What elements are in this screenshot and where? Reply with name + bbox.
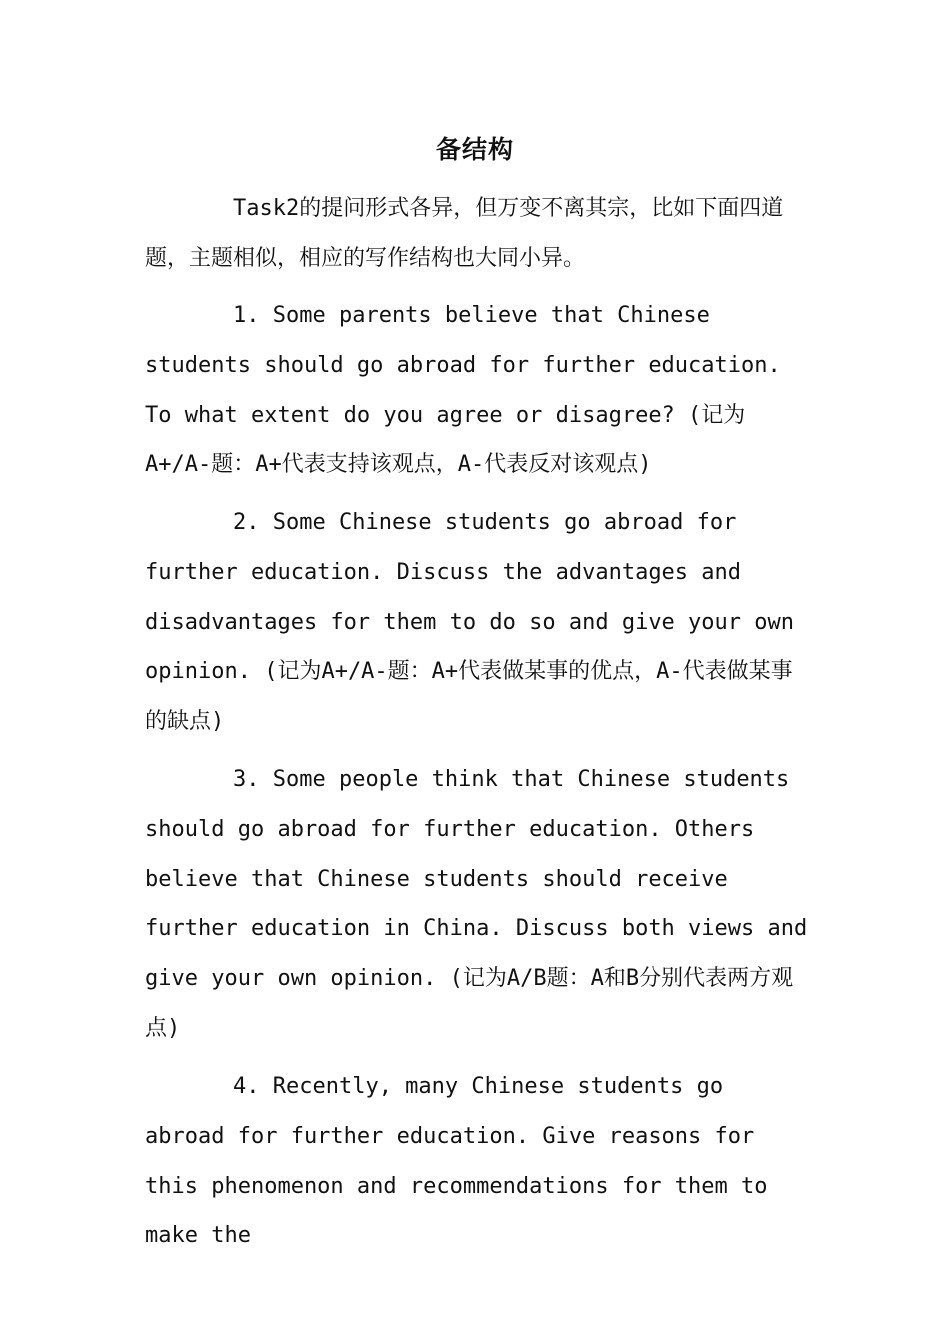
question-3-paragraph: 3. Some people think that Chinese students should go abroad for further education. Others believe that Chinese students should receive further education in China. Discuss both views and give your own opinion. (记为A/B题：A和B分别代表两方观点)	[145, 767, 821, 1041]
intro-paragraph: Task2的提问形式各异，但万变不离其宗，比如下面四道题，主题相似，相应的写作结构也大同小异。	[145, 196, 784, 271]
question-2-paragraph: 2. Some Chinese students go abroad for further education. Discuss the advantages and disadvantages for them to do so and give your own opinion. (记为A+/A-题：A+代表做某事的优点，A-代表做某事的缺点)	[145, 510, 808, 735]
question-1-paragraph: 1. Some parents believe that Chinese students should go abroad for further education. To what extent do you agree or disagree? (记为A+/A-题：A+代表支持该观点，A-代表反对该观点)	[145, 303, 795, 478]
document-title: 备结构	[435, 135, 514, 164]
question-4-paragraph: 4. Recently, many Chinese students go abroad for further education. Give reasons for this phenomenon and recommendations for them to make the	[145, 1074, 781, 1249]
